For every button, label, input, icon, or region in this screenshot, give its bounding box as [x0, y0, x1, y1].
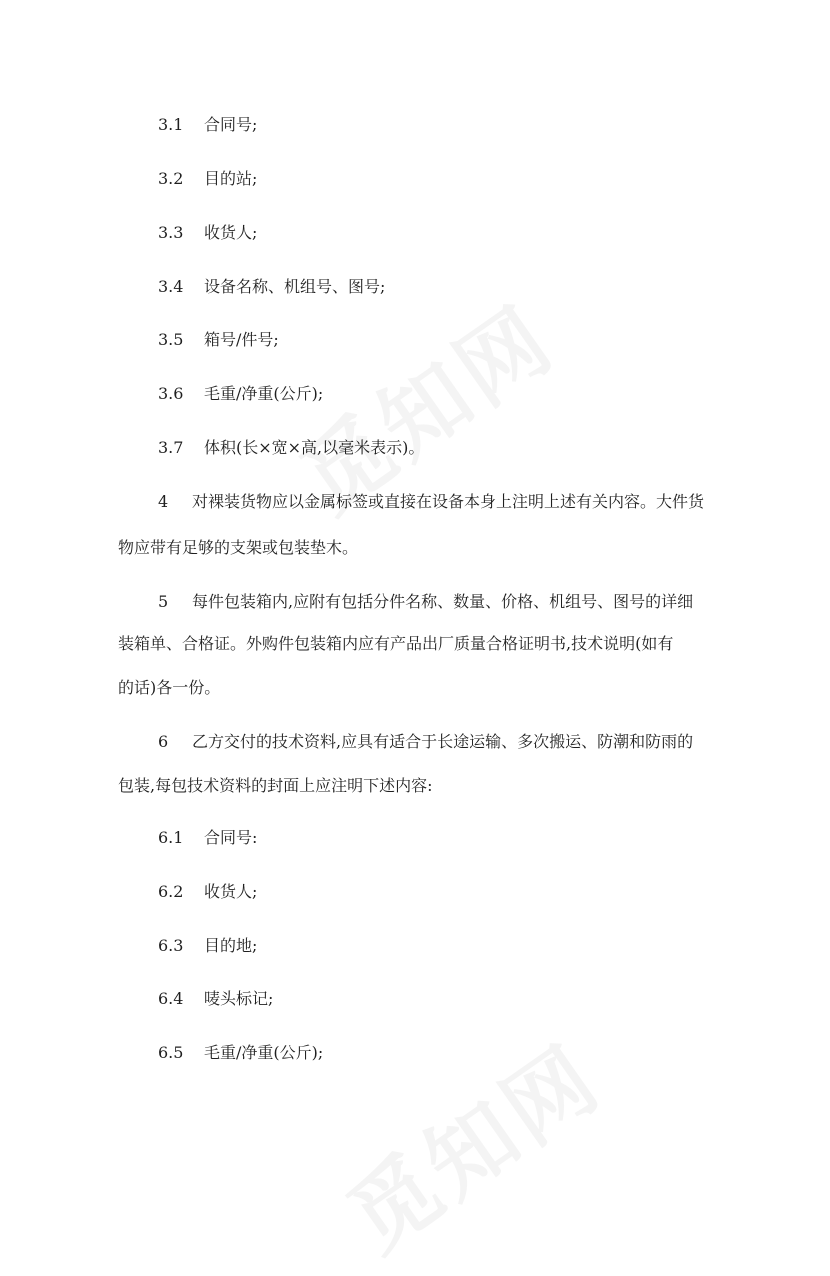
item-number: 3.1 — [158, 115, 184, 134]
paragraph-line — [118, 633, 738, 655]
item-number: 6.3 — [158, 936, 184, 955]
item-number: 3.3 — [158, 223, 184, 242]
paragraph-text: 的话)各一份。 — [118, 678, 221, 697]
item-text: 目的站; — [204, 169, 258, 188]
list-item — [158, 935, 778, 957]
item-text: 箱号/件号; — [204, 330, 279, 349]
item-number: 6.2 — [158, 882, 184, 901]
paragraph-line — [158, 491, 778, 513]
paragraph-line — [158, 731, 778, 753]
item-text: 目的地; — [204, 936, 258, 955]
paragraph-text: 对裸装货物应以金属标签或直接在设备本身上注明上述有关内容。大件货 — [192, 492, 705, 511]
paragraph-text: 乙方交付的技术资料,应具有适合于长途运输、多次搬运、防潮和防雨的 — [192, 732, 694, 751]
paragraph-line — [118, 537, 738, 559]
item-text: 唛头标记; — [204, 989, 274, 1008]
list-item — [158, 1042, 778, 1064]
list-item — [158, 383, 778, 405]
list-item — [158, 437, 778, 459]
item-number: 3.7 — [158, 438, 184, 457]
item-text: 收货人; — [204, 223, 258, 242]
item-text: 毛重/净重(公斤); — [204, 1043, 324, 1062]
paragraph-number: 5 — [158, 592, 169, 611]
item-number: 3.5 — [158, 330, 184, 349]
list-item — [158, 222, 778, 244]
list-item — [158, 329, 778, 351]
item-text: 收货人; — [204, 882, 258, 901]
item-number: 3.4 — [158, 277, 184, 296]
item-text: 合同号: — [204, 828, 258, 847]
list-item — [158, 881, 778, 903]
paragraph-line — [118, 677, 738, 699]
paragraph-number: 6 — [158, 732, 169, 751]
paragraph-text: 包装,每包技术资料的封面上应注明下述内容: — [118, 776, 433, 795]
paragraph-text: 装箱单、合格证。外购件包装箱内应有产品出厂质量合格证明书,技术说明(如有 — [118, 634, 674, 653]
item-number: 6.4 — [158, 989, 184, 1008]
list-item — [158, 114, 778, 136]
list-item — [158, 827, 778, 849]
list-item — [158, 276, 778, 298]
paragraph-line — [118, 775, 738, 797]
item-number: 3.2 — [158, 169, 184, 188]
paragraph-text: 每件包装箱内,应附有包括分件名称、数量、价格、机组号、图号的详细 — [192, 592, 694, 611]
list-item — [158, 988, 778, 1010]
item-number: 6.5 — [158, 1043, 184, 1062]
item-text: 毛重/净重(公斤); — [204, 384, 324, 403]
list-item — [158, 168, 778, 190]
item-text: 合同号; — [204, 115, 258, 134]
paragraph-line — [158, 591, 778, 613]
item-text: 设备名称、机组号、图号; — [204, 277, 386, 296]
paragraph-number: 4 — [158, 492, 169, 511]
item-number: 3.6 — [158, 384, 184, 403]
paragraph-text: 物应带有足够的支架或包装垫木。 — [118, 538, 359, 557]
item-number: 6.1 — [158, 828, 184, 847]
item-text: 体积(长×宽×高,以毫米表示)。 — [204, 438, 425, 457]
